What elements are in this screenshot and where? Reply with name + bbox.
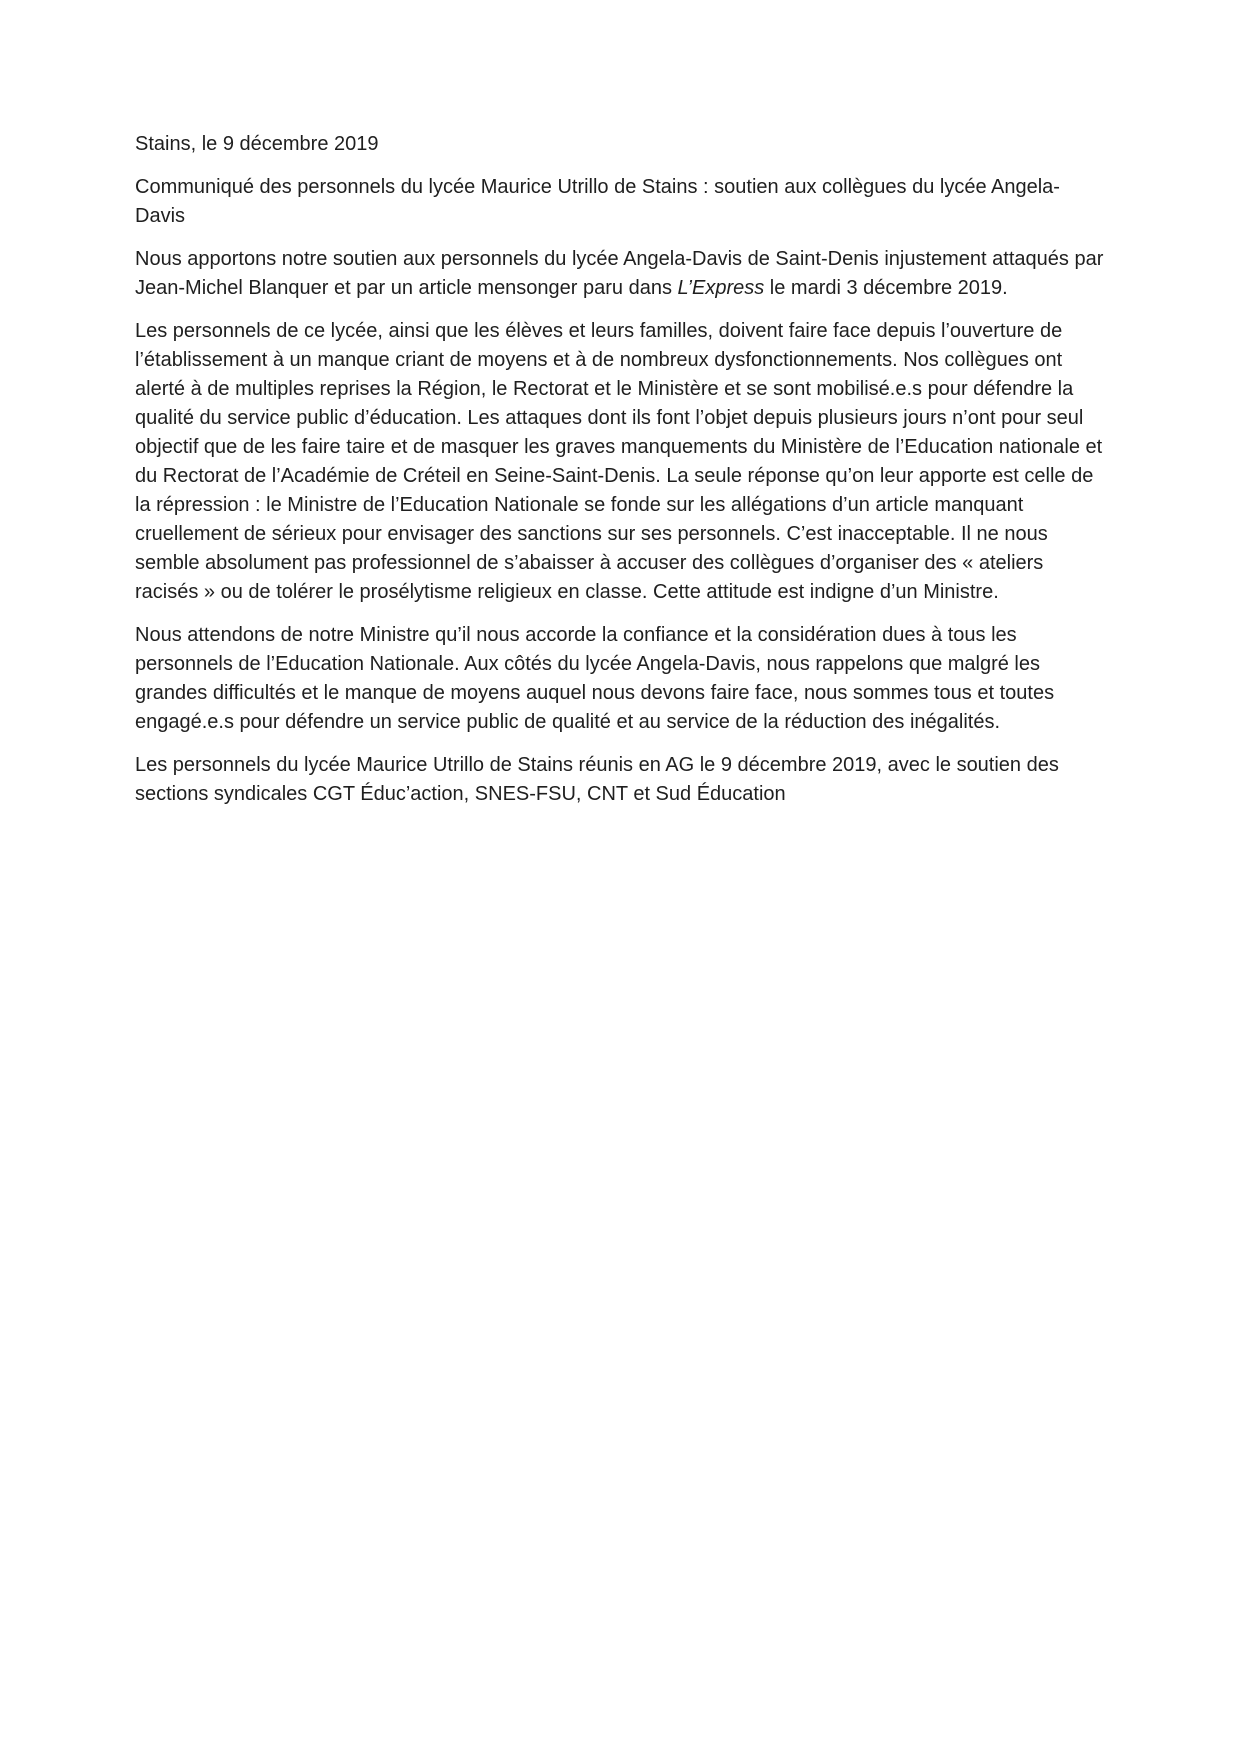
letter-body	[135, 130, 1107, 823]
paragraph-context: Les personnels de ce lycée, ainsi que les élèves et leurs familles, doivent faire face depuis l’ouverture de l’établissement à un manque criant de moyens et à de nombreux dysfonctionnements. Nos collègues ont alerté à de multiples reprises la Région, le Rectorat et le Ministère et se sont mobilisé.e.s pour défendre la qualité du service public d’éducation. Les attaques dont ils font l’objet depuis plusieurs jours n’ont pour seul objectif que de les faire taire et de masquer les graves manquements du Ministère de l’Education nationale et du Rectorat de l’Académie de Créteil en Seine-Saint-Denis. La seule réponse qu’on leur apporte est celle de la répression : le Ministre de l’Education Nationale se fonde sur les allégations d’un article manquant cruellement de sérieux pour envisager des sanctions sur ses personnels. C’est inacceptable. Il ne nous semble absolument pas professionnel de s’abaisser à accuser des collègues d’organiser des « ateliers racisés » ou de tolérer le prosélytisme religieux en classe. Cette attitude est indigne d’un Ministre.	[135, 320, 1103, 603]
paragraph-demand: Nous attendons de notre Ministre qu’il nous accorde la confiance et la considération dues à tous les personnels de l’Education Nationale. Aux côtés du lycée Angela-Davis, nous rappelons que malgré les grandes difficultés et le manque de moyens auquel nous devons faire face, nous sommes tous et toutes engagé.e.s pour défendre un service public de qualité et au service de la réduction des inégalités.	[135, 624, 1055, 733]
date-line: Stains, le 9 décembre 2019	[135, 133, 379, 155]
paragraph-signature: Les personnels du lycée Maurice Utrillo de Stains réunis en AG le 9 décembre 2019, avec le soutien des sections syndicales CGT Éduc’action, SNES-FSU, CNT et Sud Éducation	[135, 754, 1059, 805]
paragraph-support-text-after: le mardi 3 décembre 2019.	[764, 277, 1008, 299]
journal-name-italic: L’Express	[677, 277, 765, 299]
subject-line: Communiqué des personnels du lycée Maurice Utrillo de Stains : soutien aux collègues du lycée Angela-Davis	[135, 176, 1060, 227]
paragraph-support-text-before: Nous apportons notre soutien aux personnels du lycée Angela-Davis de Saint-Denis injustement attaqués par Jean-Michel Blanquer et par un article mensonger paru dans	[135, 248, 1104, 299]
paragraph-support	[135, 245, 1107, 303]
